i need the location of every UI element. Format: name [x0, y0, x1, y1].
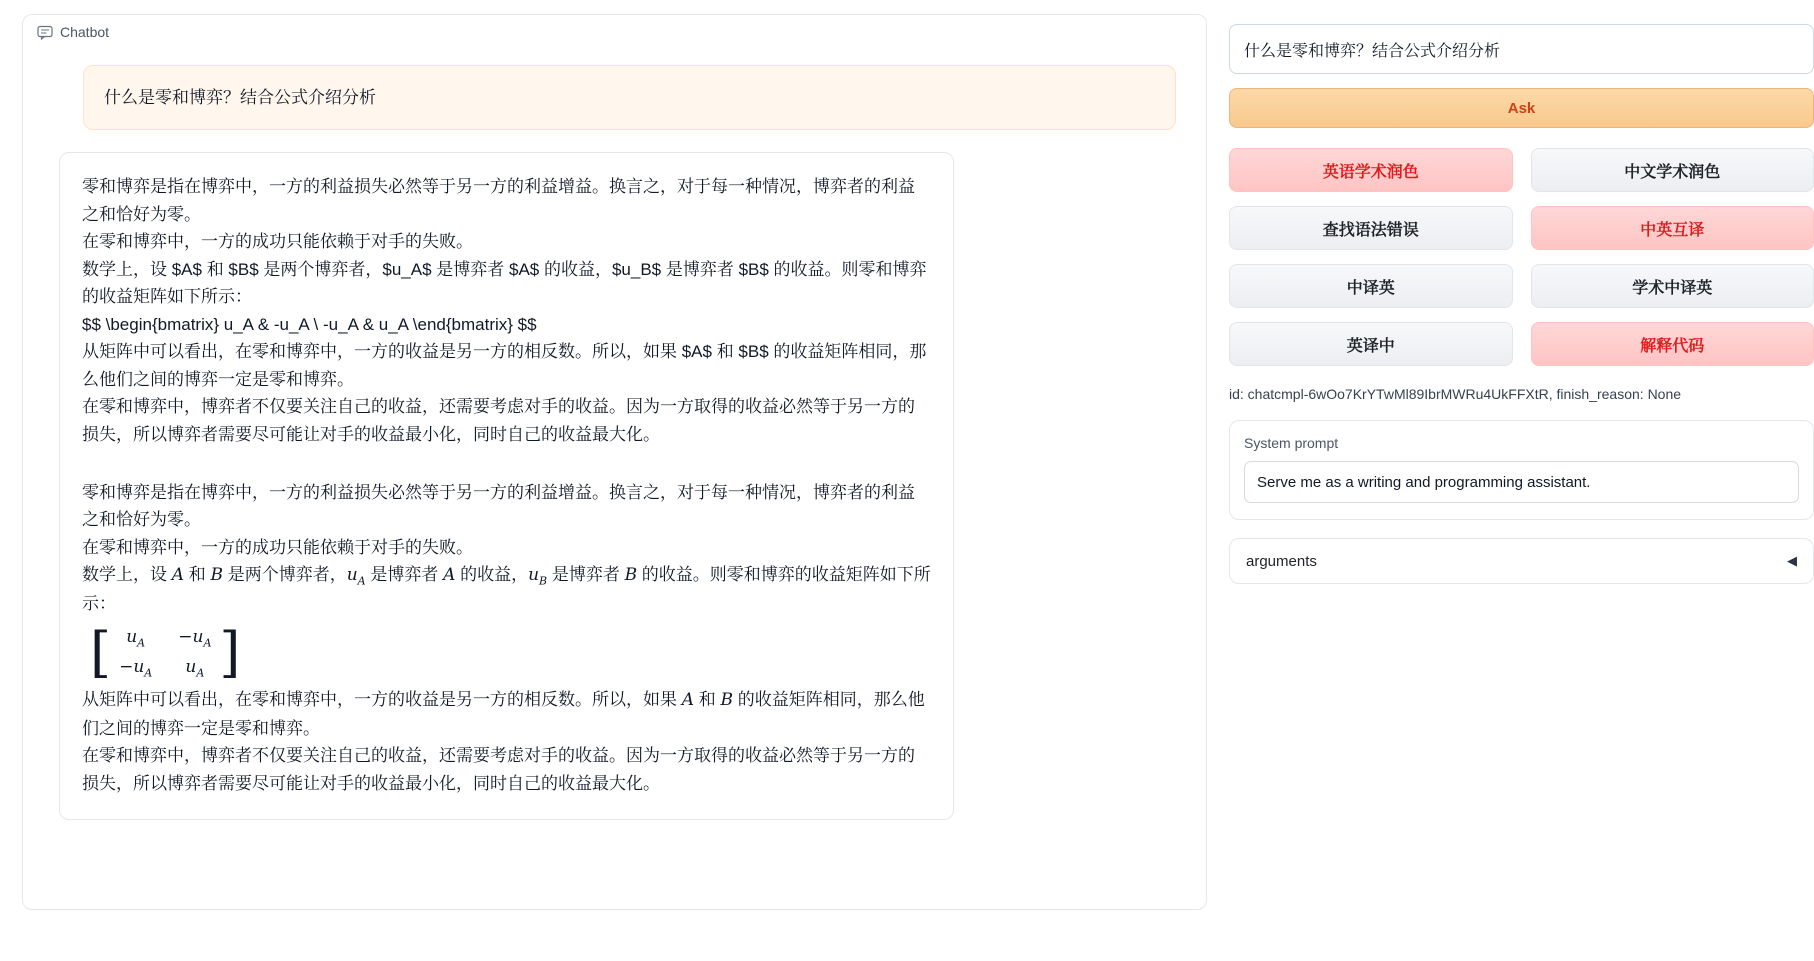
p3-mid2: 是两个博弈者， — [222, 565, 347, 585]
p3-mid3: 是博弈者 — [365, 565, 444, 585]
bot-raw-paragraph-1: 零和博弈是指在博弈中，一方的利益损失必然等于另一方的利益增益。换言之，对于每一种情况，博弈者的利益之和恰好为零。 — [82, 177, 915, 224]
arguments-accordion[interactable] — [1229, 538, 1814, 584]
chatbot-panel — [22, 14, 1207, 910]
function-button-explain-code[interactable]: 解释代码 — [1531, 322, 1814, 366]
matrix-cell-r2c2: $u_A$ — [185, 657, 205, 680]
message-separator — [82, 449, 931, 479]
status-text: id: chatcmpl-6wOo7KrYTwMl89IbrMWRu4UkFFXtR, finish_reason: None — [1229, 386, 1682, 402]
function-button-zh-to-en[interactable]: 中译英 — [1229, 264, 1513, 308]
bot-rendered-paragraph-2: 在零和博弈中，一方的成功只能依赖于对手的失败。 — [82, 537, 473, 557]
chat-bubble-icon — [37, 24, 53, 40]
p3-pre: 数学上，设 — [82, 565, 172, 585]
bot-raw-paragraph-6: 在零和博弈中，博弈者不仅要关注自己的收益，还需要考虑对手的收益。因为一方取得的收益必然等于另一方的损失，所以博弈者需要尽可能让对手的收益最小化，同时自己的收益最大化。 — [82, 397, 915, 444]
p5-pre: 从矩阵中可以看出，在零和博弈中，一方的收益是另一方的相反数。所以，如果 — [82, 690, 682, 710]
p5-var-a: A — [681, 690, 695, 711]
chevron-left-icon[interactable]: ◀ — [1787, 553, 1797, 568]
var-a-2: A — [443, 565, 456, 586]
function-button-academic-zh-to-en[interactable]: 学术中译英 — [1531, 264, 1814, 308]
payoff-matrix — [90, 621, 241, 685]
chat-column — [22, 14, 1207, 961]
system-prompt-label: System prompt — [1244, 435, 1339, 451]
bot-message-bubble — [59, 152, 954, 820]
p5-var-b: B — [720, 690, 733, 711]
var-ub: u — [528, 565, 540, 586]
bot-raw-latex-matrix: $$ \begin{bmatrix} u_A & -u_A \ -u_A & u_A \end{bmatrix} $$ — [82, 314, 537, 334]
matrix-cells — [111, 624, 219, 682]
function-button-en-to-zh[interactable]: 英译中 — [1229, 322, 1513, 366]
bot-raw-paragraph-3: 数学上，设 $A$ 和 $B$ 是两个博弈者，$u_A$ 是博弈者 $A$ 的收益，$u_B$ 是博弈者 $B$ 的收益。则零和博弈的收益矩阵如下所示： — [82, 259, 927, 307]
function-button-find-grammar-error[interactable]: 查找语法错误 — [1229, 206, 1513, 250]
var-a: A — [171, 565, 185, 586]
system-prompt-input[interactable] — [1244, 461, 1799, 503]
p5-mid: 和 — [694, 690, 721, 710]
bot-rendered-paragraph-1: 零和博弈是指在博弈中，一方的利益损失必然等于另一方的利益增益。换言之，对于每一种情况，博弈者的利益之和恰好为零。 — [82, 482, 915, 530]
p5-post: 的收益矩阵相同，那么他们之间的博弈一定是零和博弈。 — [82, 690, 925, 738]
p3-mid1: 和 — [184, 565, 211, 585]
function-button-zh-en-translate[interactable]: 中英互译 — [1531, 206, 1814, 250]
user-message-bubble — [83, 65, 1176, 130]
matrix-cell-r1c1: $u_A$ — [126, 626, 146, 650]
bot-rendered-paragraph-3 — [82, 561, 931, 618]
function-button-chinese-polish[interactable]: 中文学术润色 — [1531, 148, 1814, 192]
bot-rendered-paragraph-6: 在零和博弈中，博弈者不仅要关注自己的收益，还需要考虑对手的收益。因为一方取得的收益必然等于另一方的损失，所以博弈者需要尽可能让对手的收益最小化，同时自己的收益最大化。 — [82, 746, 915, 793]
matrix-right-bracket: ] — [219, 621, 241, 685]
p3-mid4: 的收益， — [455, 565, 529, 585]
bot-rendered-paragraph-5 — [82, 686, 931, 742]
p3-mid5: 是博弈者 — [547, 565, 625, 585]
chatbot-label-text: Chatbot — [60, 24, 110, 40]
var-ua: u — [346, 565, 358, 586]
bot-raw-paragraph-5: 从矩阵中可以看出，在零和博弈中，一方的收益是另一方的相反数。所以，如果 $A$ 和 $B$ 的收益矩阵相同，那么他们之间的博弈一定是零和博弈。 — [82, 342, 927, 389]
arguments-accordion-label: arguments — [1246, 552, 1317, 570]
function-button-grid — [1229, 148, 1814, 366]
matrix-cell-r1c2: $-u_A$ — [178, 626, 212, 650]
var-b: B — [210, 565, 223, 586]
matrix-cell-r2c1: $-u_A$ — [119, 657, 153, 680]
chatbot-panel-label — [23, 15, 121, 40]
var-ua-subscript: A — [357, 574, 366, 588]
bot-raw-paragraph-2: 在零和博弈中，一方的成功只能依赖于对手的失败。 — [82, 232, 473, 252]
message-list — [23, 45, 1206, 820]
prompt-input[interactable] — [1229, 24, 1814, 74]
matrix-left-bracket: [ — [90, 621, 112, 685]
function-button-english-polish[interactable]: 英语学术润色 — [1229, 148, 1513, 192]
p3-post: 的收益。则零和博弈的收益矩阵如下所示： — [82, 565, 931, 614]
var-ub-subscript: B — [539, 574, 548, 588]
var-b-2: B — [624, 565, 638, 586]
controls-column — [1229, 14, 1814, 961]
system-prompt-card — [1229, 420, 1814, 520]
user-message-text: 什么是零和博弈？结合公式介绍分析 — [104, 88, 376, 107]
ask-button[interactable]: Ask — [1229, 88, 1814, 128]
